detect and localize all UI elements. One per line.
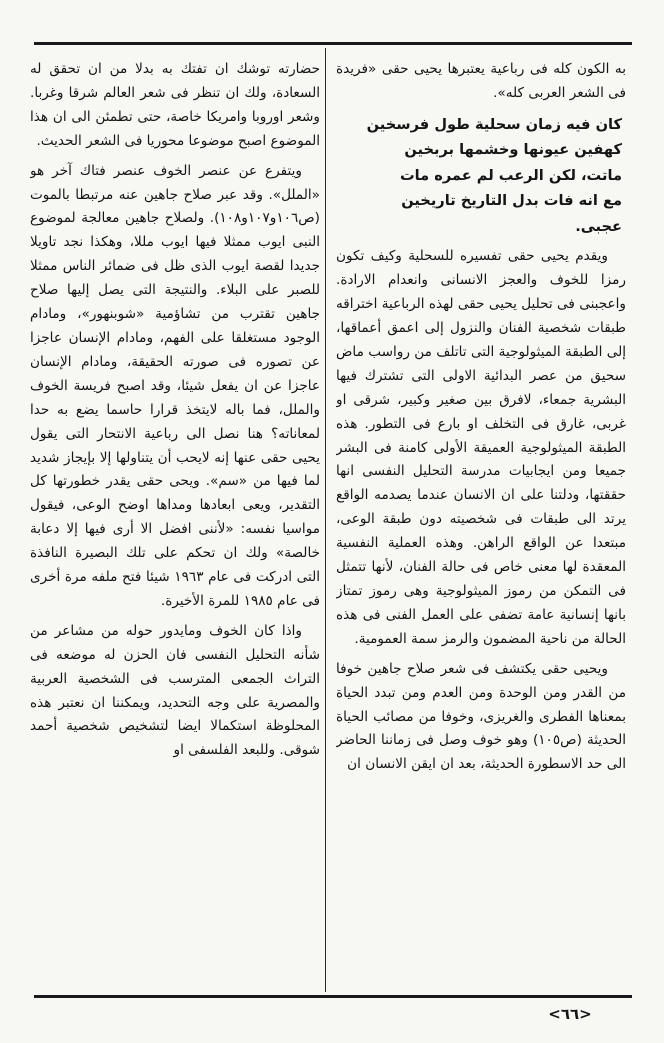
left-column: [30, 58, 320, 988]
poem-line: كان فيه زمان سحلية طول فرسخين: [366, 115, 622, 133]
poem-line: مع انه فات بدل التاريخ تاريخين: [401, 192, 622, 210]
right-paragraph-1: ويقدم يحيى حقى تفسيره للسحلية وكيف تكون رمزا للخوف والعجز الانسانى وانعدام الارادة. واعجبنى فى تحليل يحيى حقى لهذه الرباعية اختراقه طبقات شخصية الفنان والنزول إلى اعمق أعماقها، إلى الطبقة الميثولوجية التى تاتلف من رواسب ماض سحيق من عصر البدائية الاولى التى تشترك فيها البشرية جمعاء، لافرق بين صغير وكبير، شرقى او غربى، غارق فى التخلف او بارع فى التطور. هذه الطبقة الميثولوجية العميقة الأولى كامنة فى البشر جميعا ومن ايجابيات مدرسة التحليل النفسى انها حققتها، ودلتنا على ان الانسان عندما يصدمه الواقع يرتد الى طبقات فى شخصيته دون طبقة الوعى، مبتعدا عن الواقع الراهن. وهذه العملية النفسية المعقدة لها معنى خاص فى حالة الفنان، لأنها تتمثل فى التمكن من رموز الميثولوجية وهى رموز تمتاز بانها إنسانية عامة تضفى على العمل الفنى فى هذه الحالة من ناحية المضمون والرمز سمة العمومية.: [336, 248, 626, 647]
left-paragraph-3: واذا كان الخوف ومايدور حوله من مشاعر من شأنه التحليل النفسى فان الحزن له موضعه فى التراث الجمعى المترسب فى الشخصية العربية والمصرية على وجه التحديد، ويمكننا ان نعتبر هذه المحلوظة استكمالا ايضا لتشخيص شخصية أحمد شوقى. وللبعد الفلسفى او: [30, 622, 320, 759]
left-paragraph-2: ويتفرع عن عنصر الخوف عنصر فتاك آخر هو «الملل». وقد عبر صلاح جاهين عنه مرتبطا بالموت (ص١٠٦و١٠٧و١٠٨). ولصلاح جاهين معالجة لموضوع النبى ايوب ممثلا فيها ايوب مللا، وهكذا نجد تاويلا جديدا لقصة ايوب الذى ظل فى ضمائر الناس ممثلا للصبر على البلاء. والنتيجة التى يصل إليها صلاح جاهين تقترب من تشاؤمية «شوبنهور»، ومادام الوجود مستغلقا على الفهم، ومادام الإنسان عاجزا عن تصوره فى صورته الحقيقة، ومادام الإنسان عاجزا عن ان يفعل شيئا، وقد اصبح فريسة الخوف والملل، فما باله لايتخذ قرارا حاسما يضع به حدا لمعاناته؟ هنا نصل الى رباعية الانتحار التى يقول يحيى حقى عنها إنه لايحب أن يتناولها إلا بإيجاز شديد لما فيها من «سم». ويحى حقى يقدر خطورتها كل التقدير، ويعى ابعادها ومداها اوضح الوعى، فيقول مواسيا نفسه: «لأننى افضل الا أرى فيها إلا دعابة خالصة» ولك ان تحكم على تلك البصيرة النافذة التى ادركت فى عام ١٩٦٣ شيئا فتح ملفه مرة أخرى فى عام ١٩٨٥ للمرة الأخيرة.: [30, 162, 320, 609]
page-number: <٦٦>: [548, 1005, 592, 1023]
poem-line: كهفين عيونها وخشمها بربخين: [404, 141, 622, 159]
right-intro-paragraph: به الكون كله فى رباعية يعتبرها يحيى حقى «فريدة فى الشعر العربى كله».: [336, 61, 626, 101]
poem-line: عجبى.: [575, 217, 622, 235]
column-divider: [325, 48, 326, 992]
right-paragraph-2: ويحيى حقى يكتشف فى شعر صلاح جاهين خوفا من القدر ومن الوحدة ومن العدم ومن تبدد الحياة بمعناها الفطرى والغريزى، وخوفا من مصائب الحياة الحديثة (ص١٠٥) وهو خوف وصل فى زماننا الحاضر الى حد الاسطورة الحديثة، بعد ان ايقن الانسان ان: [336, 660, 626, 773]
left-paragraph-1: حضارته توشك ان تفتك به بدلا من ان تحقق له السعادة، ولك ان تنظر فى شعر العالم شرقا وغربا. وشعر اوروبا وامريكا خاصة، حتى تطمئن الى ان هذا الموضوع اصبح موضوعا محوريا فى الشعر الحديث.: [30, 61, 320, 149]
poem-line: ماتت، لكن الرعب لم عمره مات: [399, 166, 622, 184]
right-column: [336, 58, 626, 988]
bottom-rule: [34, 995, 632, 998]
quartet-poem: [336, 112, 626, 240]
top-rule: [34, 42, 632, 45]
